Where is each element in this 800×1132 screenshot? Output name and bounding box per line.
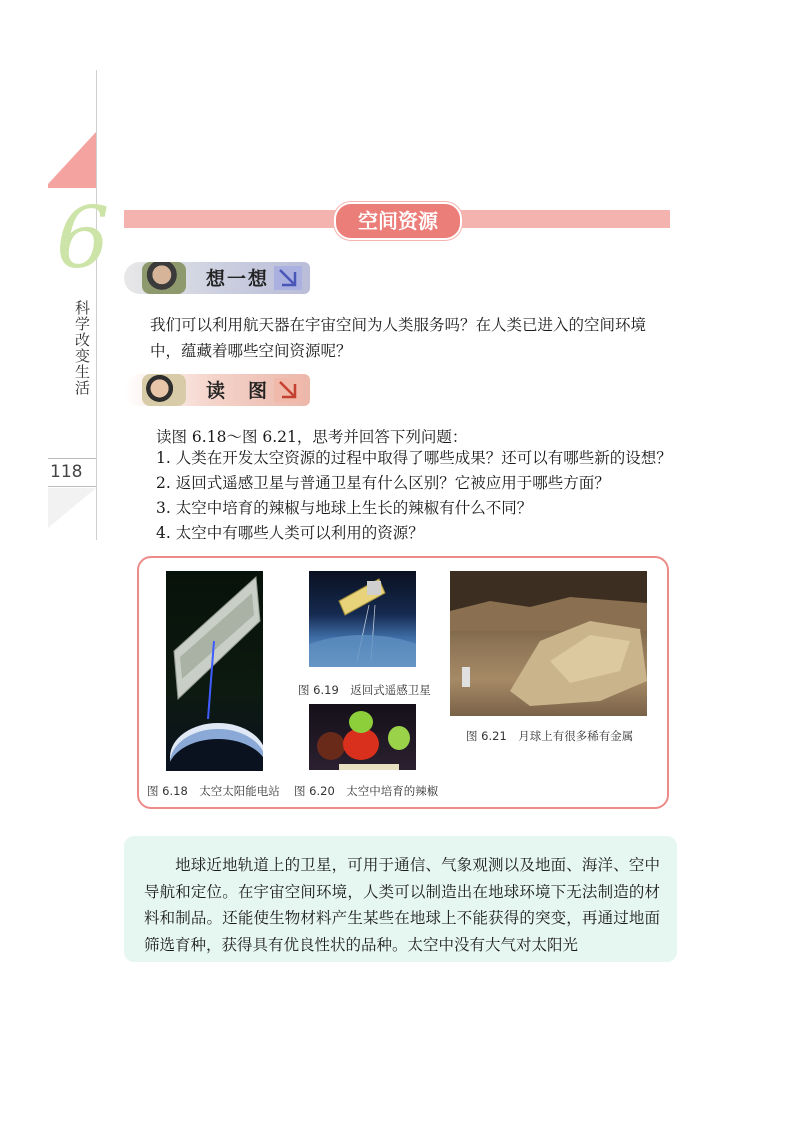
question-list [156,446,696,546]
figure-caption: 图 6.20 太空中培育的辣椒 [294,784,439,798]
think-paragraph [150,312,678,364]
question-item: 4. 太空中有哪些人类可以利用的资源？ [156,524,424,542]
page-number: 118 [50,462,83,482]
section-title: 空间资源 [334,202,462,240]
figure-caption: 图 6.19 返回式遥感卫星 [298,683,431,697]
question-item: 3. 太空中培育的辣椒与地球上生长的辣椒有什么不同？ [156,499,533,517]
think-line-2: 中，蕴藏着哪些空间资源呢？ [150,342,352,360]
page-number-rule-top [48,458,96,459]
corner-bar [48,184,96,188]
read-figure-intro: 读图 6.18～图 6.21，思考并回答下列问题： [156,428,468,446]
read-photo [142,374,186,406]
read-figure-label: 读 图 [206,380,270,402]
figure-caption: 图 6.18 太空太阳能电站 [147,784,280,798]
space-peppers-image [309,704,416,770]
arrow-down-right-icon [274,378,302,402]
recoverable-satellite-image [309,571,416,667]
think-line-1: 我们可以利用航天器在宇宙空间为人类服务吗？在人类已进入的空间环境 [150,316,647,334]
arrow-down-right-icon [274,266,302,290]
corner-decoration [48,132,96,184]
think-label: 想一想 [206,268,270,290]
margin-divider [96,70,97,540]
think-photo [142,262,186,294]
figure-caption: 图 6.21 月球上有很多稀有金属 [466,729,634,743]
question-item: 1. 人类在开发太空资源的过程中取得了哪些成果？还可以有哪些新的设想？ [156,449,672,467]
question-item: 2. 返回式遥感卫星与普通卫星有什么区别？它被应用于哪些方面？ [156,474,610,492]
read-figure-banner [124,374,310,406]
space-solar-station-image [166,571,263,771]
page-tab-decoration [48,488,96,528]
info-box-text [144,852,660,958]
think-banner [124,262,310,294]
page-number-rule-bottom [48,486,96,487]
chapter-number: 6 [56,189,110,287]
info-box-paragraph: 地球近地轨道上的卫星，可用于通信、气象观测以及地面、海洋、空中导航和定位。在宇宙空间环境，人类可以制造出在地球环境下无法制造的材料和制品。还能使生物材料产生某些在地球上不能获得的突变，再通过地面筛选育种，获得具有优良性状的品种。太空中没有大气对太阳光 [144,856,660,954]
chapter-name: 科学改变生活 [73,300,91,396]
moon-surface-image [450,571,647,716]
